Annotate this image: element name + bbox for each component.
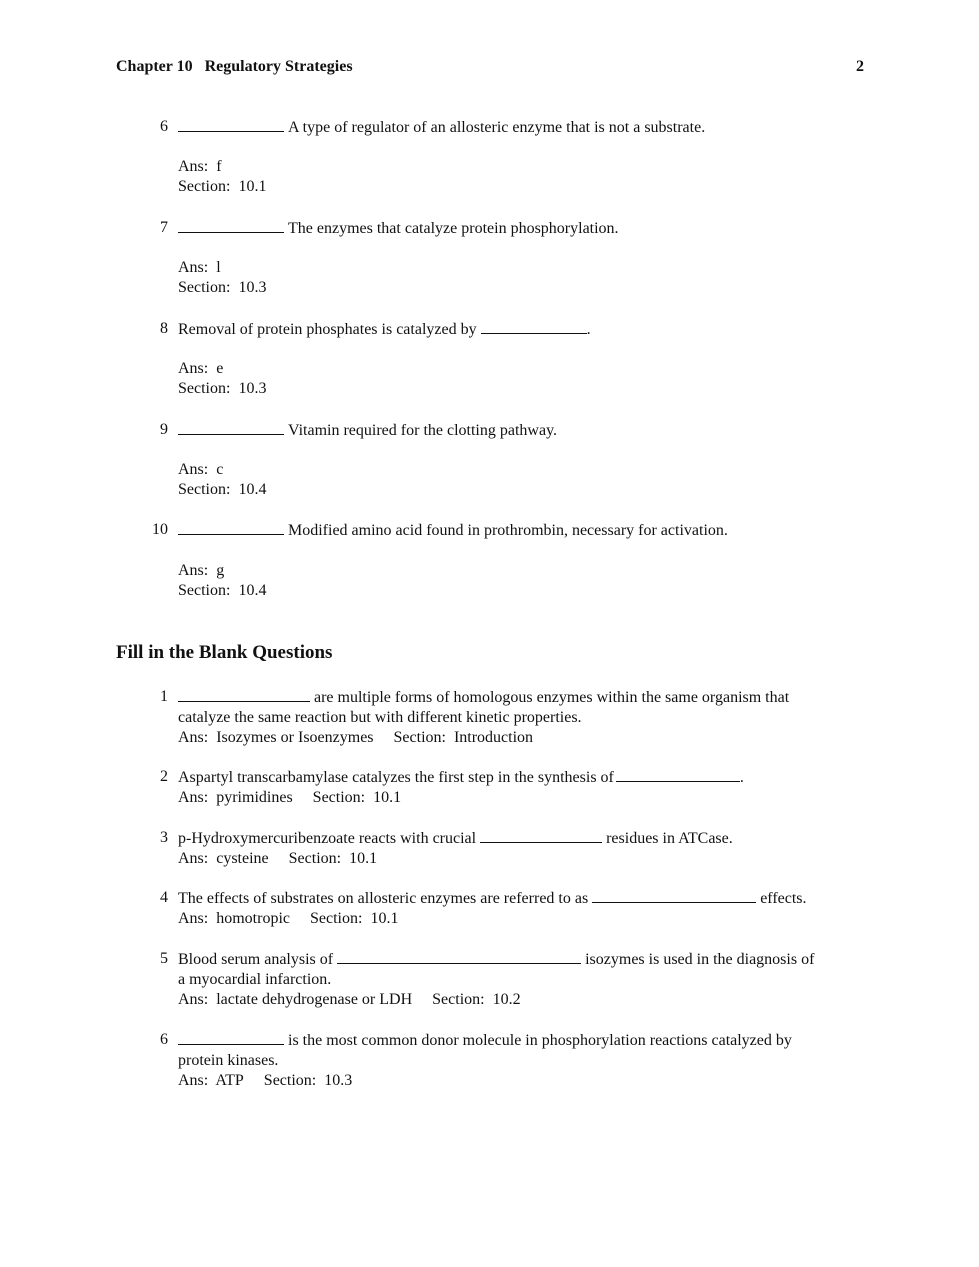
question-text-continued: protein kinases. <box>178 1052 279 1069</box>
question-number: 1 <box>160 688 168 705</box>
fill-question-5 <box>160 949 863 1010</box>
answer-block <box>178 157 266 197</box>
answer-text: Ans: lactate dehydrogenase or LDH <box>178 991 413 1008</box>
fill-question-1 <box>160 687 863 748</box>
answer-blank <box>337 949 581 964</box>
answer-line <box>178 849 863 869</box>
section-ref: Section: 10.1 <box>312 789 402 806</box>
answer-line <box>178 728 863 748</box>
answer-block <box>178 561 266 601</box>
answer-text: Ans: f <box>178 158 222 175</box>
matching-question-6 <box>160 117 863 138</box>
question-text: is the most common donor molecule in phosphorylation reactions catalyzed by <box>288 1032 792 1049</box>
answer-blank <box>178 520 284 535</box>
question-text-end: . <box>586 321 591 338</box>
question-text: Modified amino acid found in prothrombin, necessary for activation. <box>288 522 728 539</box>
section-ref: Section: 10.4 <box>178 481 267 498</box>
answer-line <box>178 788 863 808</box>
question-text-end: residues in ATCase. <box>606 830 733 847</box>
answer-blank <box>178 420 284 435</box>
answer-block <box>178 258 266 298</box>
matching-question-7 <box>160 218 863 239</box>
question-text: are multiple forms of homologous enzymes within the same organism that <box>314 689 790 706</box>
question-number: 7 <box>160 219 168 236</box>
chapter-title: Chapter 10 Regulatory Strategies <box>116 58 353 75</box>
answer-text: Ans: homotropic <box>178 910 290 927</box>
matching-question-9 <box>160 420 863 441</box>
question-text-end: effects. <box>760 890 807 907</box>
section-heading: Fill in the Blank Questions <box>116 642 333 663</box>
question-text: The enzymes that catalyze protein phosphorylation. <box>288 220 619 237</box>
section-ref: Section: 10.3 <box>263 1072 353 1089</box>
question-text: Removal of protein phosphates is catalyzed by <box>178 321 477 338</box>
answer-text: Ans: pyrimidines <box>178 789 293 806</box>
answer-text: Ans: ATP <box>178 1072 244 1089</box>
answer-text: Ans: e <box>178 360 224 377</box>
matching-question-10 <box>152 520 863 541</box>
section-ref: Section: 10.1 <box>288 850 378 867</box>
answer-blank <box>616 767 740 782</box>
section-ref: Section: 10.4 <box>178 582 267 599</box>
answer-blank <box>178 687 310 702</box>
question-text: p-Hydroxymercuribenzoate reacts with crucial <box>178 830 477 847</box>
question-text-continued: a myocardial infarction. <box>178 971 332 988</box>
question-number: 6 <box>160 1031 168 1048</box>
answer-blank <box>480 828 602 843</box>
question-text: Aspartyl transcarbamylase catalyzes the first step in the synthesis of <box>178 769 614 786</box>
question-text-end: isozymes is used in the diagnosis of <box>585 951 815 968</box>
section-ref: Section: 10.2 <box>432 991 521 1008</box>
question-text-end: . <box>739 769 744 786</box>
question-text: The effects of substrates on allosteric enzymes are referred to as <box>178 890 589 907</box>
section-ref: Section: 10.3 <box>178 279 267 296</box>
answer-text: Ans: cysteine <box>178 850 269 867</box>
section-ref: Section: 10.1 <box>310 910 399 927</box>
fill-question-6 <box>160 1030 863 1091</box>
section-ref: Section: 10.3 <box>178 380 267 397</box>
answer-blank <box>178 1030 284 1045</box>
answer-text: Ans: g <box>178 562 225 579</box>
answer-line <box>178 909 863 929</box>
answer-text: Ans: l <box>178 259 221 276</box>
question-text-continued: catalyze the same reaction but with different kinetic properties. <box>178 709 582 726</box>
answer-text: Ans: c <box>178 461 224 478</box>
fill-question-4 <box>160 888 863 929</box>
question-number: 6 <box>160 118 168 135</box>
section-ref: Section: Introduction <box>393 729 534 746</box>
answer-block <box>178 359 266 399</box>
question-number: 4 <box>160 889 168 906</box>
question-number: 9 <box>160 421 168 438</box>
answer-blank <box>481 319 587 334</box>
question-text: A type of regulator of an allosteric enzyme that is not a substrate. <box>288 119 706 136</box>
question-number: 5 <box>160 950 168 967</box>
answer-blank <box>592 888 756 903</box>
answer-line <box>178 990 863 1010</box>
page-number: 2 <box>856 58 864 75</box>
question-text: Blood serum analysis of <box>178 951 334 968</box>
question-number: 2 <box>160 768 168 785</box>
answer-line <box>178 1071 863 1091</box>
question-text: Vitamin required for the clotting pathway. <box>288 422 558 439</box>
page-header <box>116 58 864 76</box>
question-number: 3 <box>160 829 168 846</box>
answer-block <box>178 460 266 500</box>
section-ref: Section: 10.1 <box>178 178 267 195</box>
matching-question-8 <box>160 319 863 340</box>
fill-question-3 <box>160 828 863 869</box>
question-number: 10 <box>152 521 168 538</box>
question-number: 8 <box>160 320 168 337</box>
answer-blank <box>178 117 284 132</box>
fill-question-2 <box>160 767 863 808</box>
answer-text: Ans: Isozymes or Isoenzymes <box>178 729 374 746</box>
answer-blank <box>178 218 284 233</box>
